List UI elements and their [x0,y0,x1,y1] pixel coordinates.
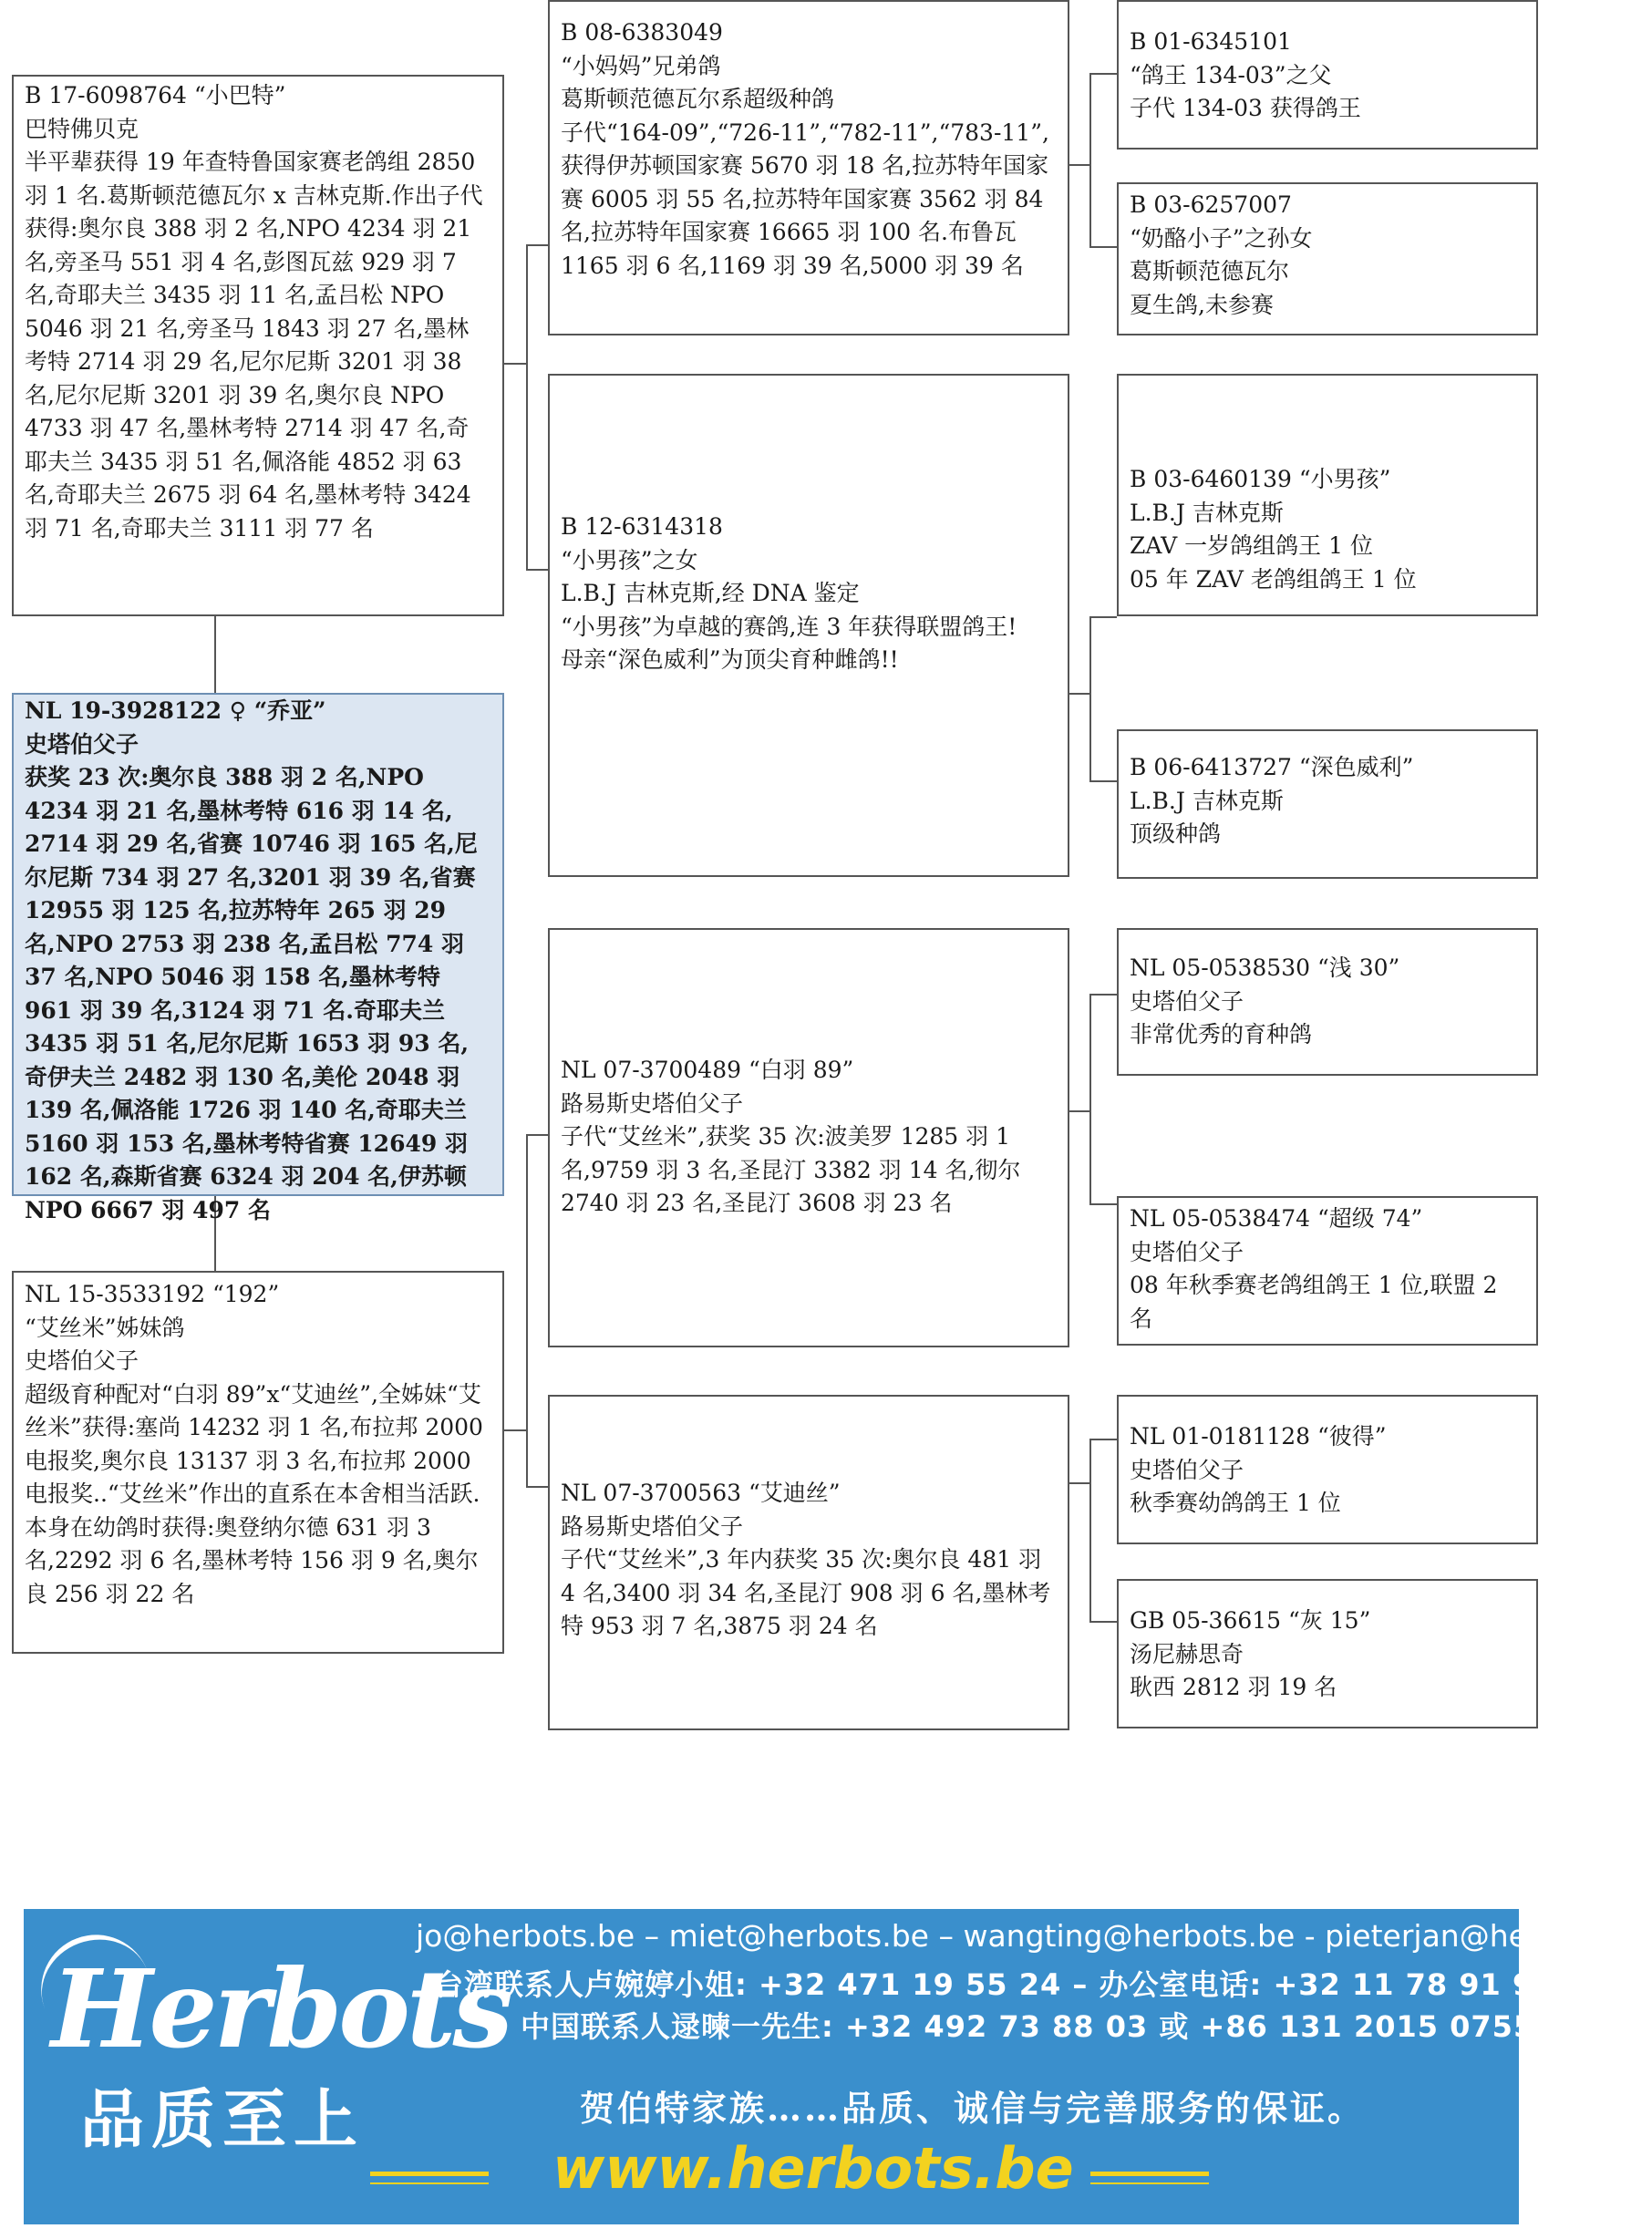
china-contact: 中国联系人逯暕一先生: +32 492 73 88 03 或 +86 131 2015 0755 [521,2009,1535,2044]
connector [1089,994,1091,1203]
connector [1089,1203,1117,1205]
pedigree-ss-box: B 08-6383049 “小妈妈”兄弟鸽 葛斯顿范德瓦尔系超级种鸽 子代“164-09”,“726-11”,“782-11”,“783-11”,获得伊苏顿国家赛 5670 羽 18 名,拉苏特年国家赛 6005 羽 55 名,拉苏特年国家赛 3562 羽 84 名,拉苏特年国家赛 16665 羽 100 名.布鲁瓦 1165 羽 6 名,1169 羽 39 名,5000 羽 39 名 [548,0,1069,335]
connector [1089,616,1117,618]
connector [526,569,548,571]
connector [502,1429,526,1431]
connector [1089,1439,1091,1621]
herbots-logo: Herbots [51,1945,510,2072]
pedigree-sds-box: B 03-6460139 “小男孩” L.B.J 吉林克斯 ZAV 一岁鸽组鸽王 1 位 05 年 ZAV 老鸽组鸽王 1 位 [1117,374,1538,616]
contact-emails[interactable]: jo@herbots.be – miet@herbots.be – wangting@herbots.be - pieterjan@herbots.be [416,1918,1652,1954]
herbots-banner [24,1909,1652,2224]
pedigree-sd-box: B 12-6314318 “小男孩”之女 L.B.J 吉林克斯,经 DNA 鉴定 “小男孩”为卓越的赛鸽,连 3 年获得联盟鸽王! 母亲“深色威利”为顶尖育种雌鸽!! [548,374,1069,877]
connector [1089,73,1117,75]
connector [1068,164,1089,166]
pedigree-dds-box: NL 01-0181128 “彼得” 史塔伯父子 秋季赛幼鸽鸽王 1 位 [1117,1395,1538,1544]
connector [1068,693,1089,695]
divider [370,2172,489,2176]
pedigree-subject-box: NL 19-3928122 ♀ “乔亚” 史塔伯父子 获奖 23 次:奥尔良 388 羽 2 名,NPO 4234 羽 21 名,墨林考特 616 羽 14 名, 2714 羽 29 名,省赛 10746 羽 165 名,尼尔尼斯 734 羽 27 名,3201 羽 39 名,省赛 12955 羽 125 名,拉苏特年 265 羽 29 名,NPO 2753 羽 238 名,孟吕松 774 羽 37 名,NPO 5046 羽 158 名,墨林考特 961 羽 39 名,3124 羽 71 名.奇耶夫兰 3435 羽 51 名,尼尔尼斯 1653 羽 93 名,奇伊夫兰 2482 羽 130 名,美伦 2048 羽 139 名,佩洛能 1726 羽 140 名,奇耶夫兰 5160 羽 153 名,墨林考特省赛 12649 羽 162 名,森斯省赛 6324 羽 204 名,伊苏顿 NPO 6667 羽 497 名 [12,693,504,1196]
connector [1089,1439,1117,1440]
connector [1089,1621,1117,1623]
pedigree-dsd-box: NL 05-0538474 “超级 74” 史塔伯父子 08 年秋季赛老鸽组鸽王 1 位,联盟 2 名 [1117,1196,1538,1346]
connector [526,1134,548,1136]
slogan: 品质至上 [80,2081,365,2157]
pedigree-ssd-box: B 03-6257007 “奶酪小子”之孙女 葛斯顿范德瓦尔 夏生鸽,未参赛 [1117,182,1538,335]
pedigree-sss-box: B 01-6345101 “鸽王 134-03”之父 子代 134-03 获得鸽王 [1117,0,1538,150]
connector [502,363,526,365]
connector [526,244,528,569]
pedigree-dss-box: NL 05-0538530 “浅 30” 史塔伯父子 非常优秀的育种鸽 [1117,928,1538,1076]
divider [1090,2182,1209,2184]
pedigree-sdd-box: B 06-6413727 “深色威利” L.B.J 吉林克斯 顶级种鸽 [1117,729,1538,879]
connector [1089,780,1117,782]
pedigree-ddd-box: GB 05-36615 “灰 15” 汤尼赫思奇 耿西 2812 羽 19 名 [1117,1579,1538,1728]
connector [1089,246,1117,248]
pedigree-dd-box: NL 07-3700563 “艾迪丝” 路易斯史塔伯父子 子代“艾丝米”,3 年内获奖 35 次:奥尔良 481 羽 4 名,3400 羽 34 名,圣昆汀 908 羽 6 名,墨林考特 953 羽 7 名,3875 羽 24 名 [548,1395,1069,1730]
connector [526,1134,528,1486]
divider [370,2182,489,2184]
connector [1089,73,1091,246]
pedigree-dam-box: NL 15-3533192 “192” “艾丝米”姊妹鸽 史塔伯父子 超级育种配对“白羽 89”x“艾迪丝”,全姊妹“艾丝米”获得:塞尚 14232 羽 1 名,布拉邦 2000 电报奖,奥尔良 13137 羽 3 名,布拉邦 2000 电报奖..“艾丝米”作出的直系在本舍相当活跃.本身在幼鸽时获得:奥登纳尔德 631 羽 3 名,2292 羽 6 名,墨林考特 156 羽 9 名,奥尔良 256 羽 22 名 [12,1271,504,1654]
connector [1068,1482,1089,1484]
connector [214,616,216,693]
taiwan-contact: 台湾联系人卢婉婷小姐: +32 471 19 55 24 – 办公室电话: +32 11 78 91 90 [434,1967,1555,2002]
connector [526,1486,548,1488]
connector [1089,616,1091,780]
website-link[interactable]: www.herbots.be [552,2135,1074,2202]
motto: 贺伯特家族……品质、诚信与完善服务的保证。 [580,2088,1366,2129]
divider [1090,2172,1209,2176]
pedigree-ds-box: NL 07-3700489 “白羽 89” 路易斯史塔伯父子 子代“艾丝米”,获奖 35 次:波美罗 1285 羽 1 名,9759 羽 3 名,圣昆汀 3382 羽 14 名,彻尔 2740 羽 23 名,圣昆汀 3608 羽 23 名 [548,928,1069,1347]
pedigree-sire-box: B 17-6098764 “小巴特” 巴特佛贝克 半平辈获得 19 年查特鲁国家赛老鸽组 2850 羽 1 名.葛斯顿范德瓦尔 x 吉林克斯.作出子代获得:奥尔良 388 羽 2 名,NPO 4234 羽 21 名,旁圣马 551 羽 4 名,彭图瓦兹 929 羽 7 名,奇耶夫兰 3435 羽 11 名,孟吕松 NPO 5046 羽 21 名,旁圣马 1843 羽 27 名,墨林考特 2714 羽 29 名,尼尔尼斯 3201 羽 38 名,尼尔尼斯 3201 羽 39 名,奥尔良 NPO 4733 羽 47 名,墨林考特 2714 羽 47 名,奇耶夫兰 3435 羽 51 名,佩洛能 4852 羽 63 名,奇耶夫兰 2675 羽 64 名,墨林考特 3424 羽 71 名,奇耶夫兰 3111 羽 77 名 [12,75,504,616]
connector [1089,994,1117,996]
connector [1068,1110,1089,1112]
connector [526,244,548,246]
